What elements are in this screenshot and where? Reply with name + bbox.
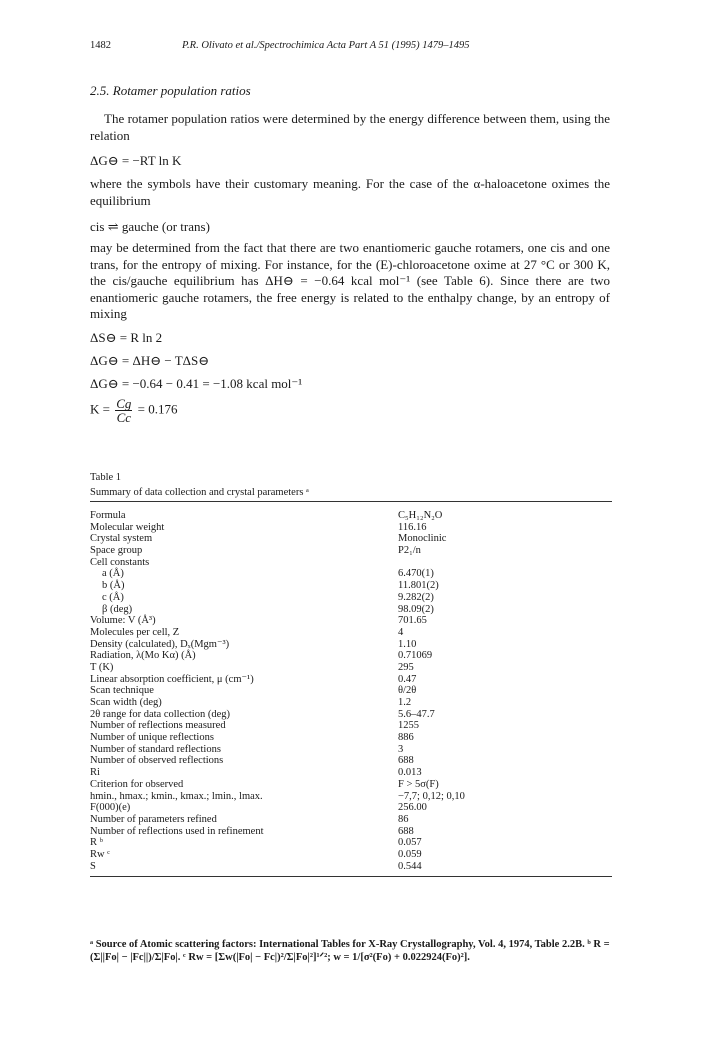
table-row-value: 0.71069 xyxy=(398,650,433,662)
table-row-value: C₅H₁₂N₂O xyxy=(398,510,443,521)
table-row xyxy=(90,767,612,779)
equation-equilibrium: cis ⇌ gauche (or trans) xyxy=(90,219,210,234)
table-row xyxy=(90,685,612,697)
table-row xyxy=(90,604,612,616)
table-row-value: 1.2 xyxy=(398,697,412,708)
table-footnote: ᵃ Source of Atomic scattering factors: International Tables for X-Ray Crystallography, Vol. 4, 1974, Table 2.2B. ᵇ R = (Σ||Fo| − |Fc||)/Σ|Fo|. ᶜ Rw = [Σw(|Fo| − Fc|)²/Σ|Fo|²]¹ᐟ²; w = 1/[σ²(Fo) + 0.022924(Fo)²]. xyxy=(90,939,610,963)
table-row-label: Scan technique xyxy=(90,685,154,697)
table-row-value: 701.65 xyxy=(398,615,427,627)
table-row xyxy=(90,522,612,534)
table-row xyxy=(90,674,612,686)
table-row-value: 295 xyxy=(398,661,414,673)
table-row-label: F(000)(e) xyxy=(90,802,131,814)
table-row xyxy=(90,814,612,826)
table-row-value: 688 xyxy=(398,755,414,767)
table-row-value: θ/2θ xyxy=(398,685,417,697)
table-row-value: 98.09(2) xyxy=(398,603,434,615)
equation-k-denominator: Cc xyxy=(116,410,132,425)
table-row-value: 0.47 xyxy=(398,673,417,685)
table-row-label: a (Å) xyxy=(102,568,124,580)
table-row-label: Cell constants xyxy=(90,556,150,568)
equation-k-lhs: K = xyxy=(90,401,110,417)
table-row-value: Monoclinic xyxy=(398,533,447,545)
equation-free-energy: ΔG⊖ = ΔH⊖ − TΔS⊖ xyxy=(90,353,210,368)
table-row-label: Number of observed reflections xyxy=(90,755,224,767)
table-bottom-rule xyxy=(90,876,612,877)
table-row-value: 4 xyxy=(398,626,404,638)
paragraph-2: where the symbols have their customary meaning. For the case of the α-haloacetone oximes the equilibrium xyxy=(90,176,610,208)
table-row xyxy=(90,755,612,767)
table-row-label: T (K) xyxy=(90,661,114,673)
table-row-label: Ri xyxy=(90,767,100,779)
table-row-label: b (Å) xyxy=(102,580,125,592)
table-row-value: 6.470(1) xyxy=(398,568,434,580)
table-row-value: 886 xyxy=(398,732,414,744)
table-row-value: 86 xyxy=(398,813,409,825)
table-row-value: 0.057 xyxy=(398,837,422,849)
running-title: P.R. Olivato et al./Spectrochimica Acta Part A 51 (1995) 1479–1495 xyxy=(182,40,470,51)
table-row xyxy=(90,802,612,814)
table-row-label: S xyxy=(90,860,96,872)
table-row-label: Scan width (deg) xyxy=(90,697,162,708)
equation-k-numerator: Cg xyxy=(116,396,132,411)
table-row-value: 0.013 xyxy=(398,767,422,779)
table-row xyxy=(90,826,612,838)
table-row xyxy=(90,615,612,627)
table-row-label: Number of standard reflections xyxy=(90,743,221,755)
equation-entropy: ΔS⊖ = R ln 2 xyxy=(90,330,163,345)
table-row-value: F > 5σ(F) xyxy=(398,778,439,790)
table-row-label: c (Å) xyxy=(102,591,124,603)
paragraph-3: may be determined from the fact that there are two enantiomeric gauche rotamers, one cis and one trans, for the entropy of mixing. For instance, for the (E)-chloroacetone oxime at 27 °C or 300 K, the cis/gauche equilibrium has ΔH⊖ = −0.64 kcal mol⁻¹ (see Table 6). Since there are two enantiomeric gauche rotamers, the free energy is related to the enthalpy change, by an entropy of mixing xyxy=(90,240,610,321)
table-row xyxy=(90,709,612,721)
table-row xyxy=(90,545,612,557)
table-row xyxy=(90,510,612,522)
table-row xyxy=(90,580,612,592)
table-caption: Summary of data collection and crystal parameters ᵃ xyxy=(90,487,309,498)
table-row-value: P2₁/n xyxy=(398,545,421,557)
table-row-value: 688 xyxy=(398,825,414,837)
equation-free-energy-value: ΔG⊖ = −0.64 − 0.41 = −1.08 kcal mol⁻¹ xyxy=(90,376,303,391)
equation-k-fraction xyxy=(115,397,132,424)
table-row-label: Rw ᶜ xyxy=(90,848,110,860)
table-row xyxy=(90,697,612,709)
table-row-value: 116.16 xyxy=(398,521,427,533)
equation-k-ratio xyxy=(90,397,178,424)
table-row-label: Volume: V (Å³) xyxy=(90,615,156,627)
table-label: Table 1 xyxy=(90,472,122,483)
page-number: 1482 xyxy=(90,40,111,51)
table-row-value: 11.801(2) xyxy=(398,580,439,592)
table-row xyxy=(90,861,612,873)
parameters-table xyxy=(90,510,612,872)
paragraph-1-text: The rotamer population ratios were determined by the energy difference between them, using the relation xyxy=(90,111,610,143)
table-row xyxy=(90,568,612,580)
table-row xyxy=(90,639,612,651)
table-row-label: Number of parameters refined xyxy=(90,813,217,825)
table-row-label: Molecules per cell, Z xyxy=(90,626,180,638)
table-row xyxy=(90,779,612,791)
table-row-value: 0.059 xyxy=(398,848,422,860)
equation-k-rhs: = 0.176 xyxy=(137,401,178,417)
table-row xyxy=(90,627,612,639)
table-row-label: Crystal system xyxy=(90,533,153,545)
table-row-label: Density (calculated), Dₓ(Mgm⁻³) xyxy=(90,638,230,650)
table-row-value: 1255 xyxy=(398,720,419,732)
table-top-rule xyxy=(90,501,612,502)
table-row-label: β (deg) xyxy=(102,603,133,615)
table-row-label: Space group xyxy=(90,545,143,557)
table-row xyxy=(90,650,612,662)
table-row xyxy=(90,592,612,604)
table-row-value: 5.6–47.7 xyxy=(398,708,435,720)
table-row xyxy=(90,533,612,545)
table-row-label: Number of unique reflections xyxy=(90,732,214,744)
table-row-label: R ᵇ xyxy=(90,837,103,849)
table-row-label: Number of reflections used in refinement xyxy=(90,825,264,837)
table-row xyxy=(90,849,612,861)
table-row-value: 256.00 xyxy=(398,802,427,814)
table-row-label: 2θ range for data collection (deg) xyxy=(90,708,231,720)
table-row-label: hmin., hmax.; kmin., kmax.; lmin., lmax. xyxy=(90,790,263,802)
section-heading: 2.5. Rotamer population ratios xyxy=(90,83,251,98)
equation-gibbs: ΔG⊖ = −RT ln K xyxy=(90,153,182,168)
table-row-label: Molecular weight xyxy=(90,521,165,533)
table-row-value: 0.544 xyxy=(398,860,422,872)
table-row-label: Criterion for observed xyxy=(90,778,184,790)
table-row-label: Radiation, λ(Mo Kα) (Å) xyxy=(90,650,196,662)
table-row xyxy=(90,557,612,569)
table-row-value: −7,7; 0,12; 0,10 xyxy=(398,790,465,802)
table-row xyxy=(90,732,612,744)
table-row-label: Formula xyxy=(90,510,126,521)
table-row-value: 9.282(2) xyxy=(398,591,434,603)
table-row xyxy=(90,791,612,803)
table-row-label: Linear absorption coefficient, μ (cm⁻¹) xyxy=(90,673,254,685)
table-row-label: Number of reflections measured xyxy=(90,720,226,732)
table-row xyxy=(90,744,612,756)
table-row xyxy=(90,720,612,732)
table-row xyxy=(90,837,612,849)
table-row-value: 3 xyxy=(398,743,404,755)
paragraph-1 xyxy=(90,111,610,144)
table-row-value: 1.10 xyxy=(398,638,417,650)
table-row xyxy=(90,662,612,674)
